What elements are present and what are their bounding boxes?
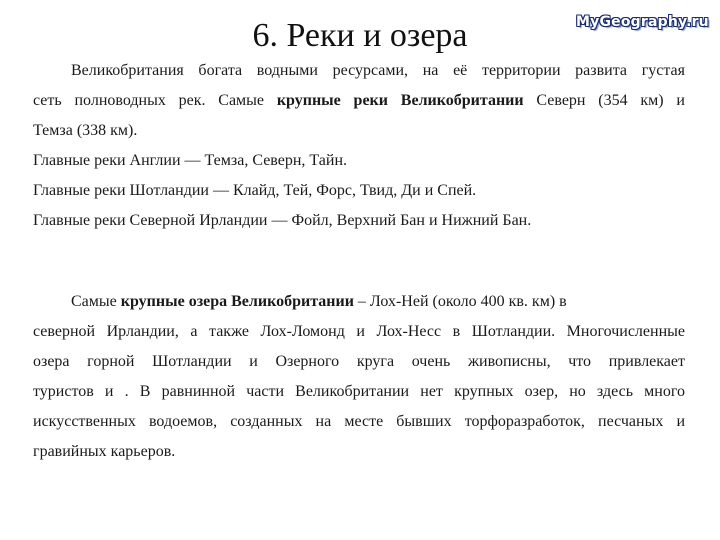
lakes-largest-bold: крупные озера Великобритании xyxy=(120,293,354,310)
lakes-line-4: туристов и . В равнинной части Великобритании нет крупных озер, но здесь много xyxy=(33,383,685,400)
lakes-largest-text-a: Самые xyxy=(71,293,121,310)
lakes-largest-text-b: – Лох-Ней (около 400 кв. км) в xyxy=(353,293,567,310)
rivers-thames-line: Темза (338 км). xyxy=(33,122,138,139)
rivers-england-line: Главные реки Англии — Темза, Северн, Тайн. xyxy=(33,152,348,169)
lakes-largest-line xyxy=(33,287,685,317)
rivers-largest-text-a: сеть полноводных рек. Самые xyxy=(33,92,277,109)
rivers-scotland-line: Главные реки Шотландии — Клайд, Тей, Форс, Твид, Ди и Спей. xyxy=(33,182,477,199)
rivers-intro-line: Великобритания богата водными ресурсами, на её территории развита густая xyxy=(71,62,685,79)
lakes-line-2: северной Ирландии, а также Лох-Ломонд и Лох-Несс в Шотландии. Многочисленные xyxy=(33,323,685,340)
lakes-line-3: озера горной Шотландии и Озерного круга очень живописны, что привлекает xyxy=(33,353,685,370)
site-logo: MyGeography.ru xyxy=(576,14,709,30)
lakes-line-6: гравийных карьеров. xyxy=(33,443,176,460)
lakes-line-5: искусственных водоемов, созданных на месте бывших торфоразработок, песчаных и xyxy=(33,413,685,430)
rivers-largest-line xyxy=(33,86,685,116)
lakes-paragraph xyxy=(33,287,685,467)
rivers-paragraph xyxy=(33,56,685,236)
rivers-largest-bold: крупные реки Великобритании xyxy=(276,92,524,109)
slide-title: 6. Реки и озера xyxy=(252,17,468,54)
rivers-northern-ireland-line: Главные реки Северной Ирландии — Фойл, Верхний Бан и Нижний Бан. xyxy=(33,212,532,229)
rivers-largest-text-b: Северн (354 км) и xyxy=(523,92,685,109)
